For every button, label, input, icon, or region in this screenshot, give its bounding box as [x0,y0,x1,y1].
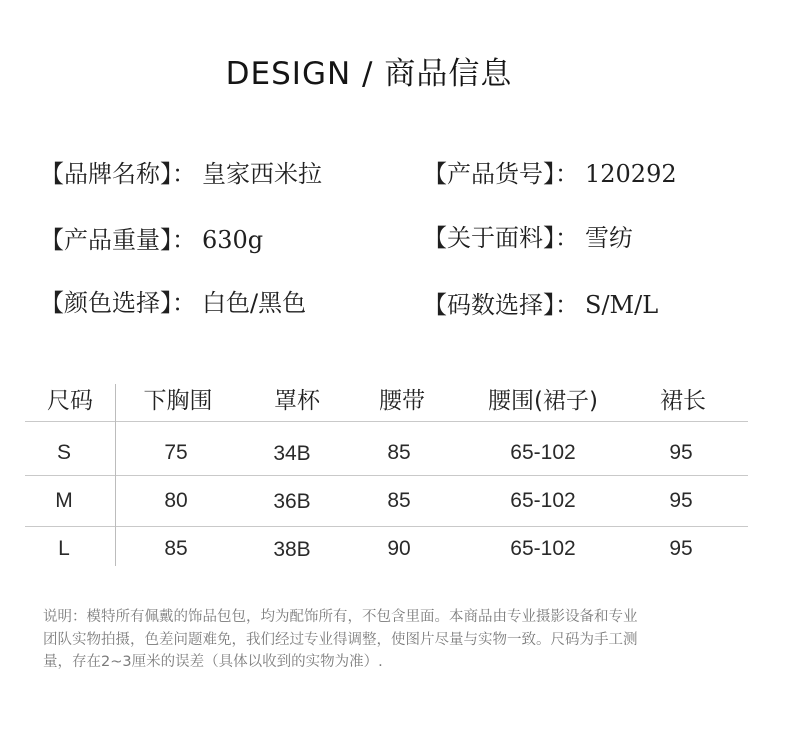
color-value: 白色/黑色 [202,289,307,317]
table-cell: 36B [273,490,311,513]
table-cell: L [58,537,70,560]
table-cell: 38B [273,538,311,561]
color-label: 【颜色选择】： [40,289,196,317]
note-line: 说明：模特所有佩戴的饰品包包，均为配饰所有，不包含里面。本商品由专业摄影设备和专业 [43,609,638,625]
fabric-value: 雪纺 [585,224,633,252]
weight-label: 【产品重量】： [40,226,196,254]
table-header-cup: 罩杯 [274,388,320,414]
table-cell: 65-102 [510,489,576,512]
table-divider [25,421,748,422]
fabric-row [423,218,633,253]
weight-value: 630g [202,226,264,254]
table-cell: 90 [387,537,411,560]
table-cell: 95 [669,537,693,560]
table-header-length: 裙长 [660,388,706,414]
table-divider [25,526,748,527]
table-header-underbust: 下胸围 [143,388,213,414]
table-header-waist: 腰围(裙子) [488,388,598,414]
table-cell: 65-102 [510,537,576,560]
table-cell: 34B [273,442,311,465]
size-row [423,285,658,320]
brand-row [40,154,322,189]
table-header-belt: 腰带 [379,388,425,414]
color-row [40,283,306,318]
table-cell: 75 [164,441,188,464]
table-cell: 95 [669,489,693,512]
table-cell: 85 [387,489,411,512]
page-title: DESIGN / 商品信息 [225,56,513,92]
table-cell: 65-102 [510,441,576,464]
size-value: S/M/L [585,291,659,319]
table-cell: S [56,441,72,464]
weight-row [40,220,263,255]
fabric-label: 【关于面料】： [423,224,579,252]
note-line: 量，存在2~3厘米的误差（具体以收到的实物为准）. [43,654,383,670]
table-cell: 85 [164,537,188,560]
item-number-row [423,154,677,189]
brand-label: 【品牌名称】： [40,160,196,188]
table-cell: 85 [387,441,411,464]
table-header-size: 尺码 [47,388,93,414]
item-number-label: 【产品货号】： [423,160,579,188]
size-label: 【码数选择】： [423,291,579,319]
table-cell: 95 [669,441,693,464]
note-line: 团队实物拍摄，色差问题难免，我们经过专业得调整，使图片尽量与实物一致。尺码为手工测 [43,631,638,648]
disclaimer-note [43,606,755,674]
table-divider [25,475,748,476]
table-cell: M [55,489,73,512]
item-number-value: 120292 [585,160,677,188]
table-cell: 80 [164,489,188,512]
brand-value: 皇家西米拉 [202,160,322,188]
table-column-divider [115,384,116,566]
